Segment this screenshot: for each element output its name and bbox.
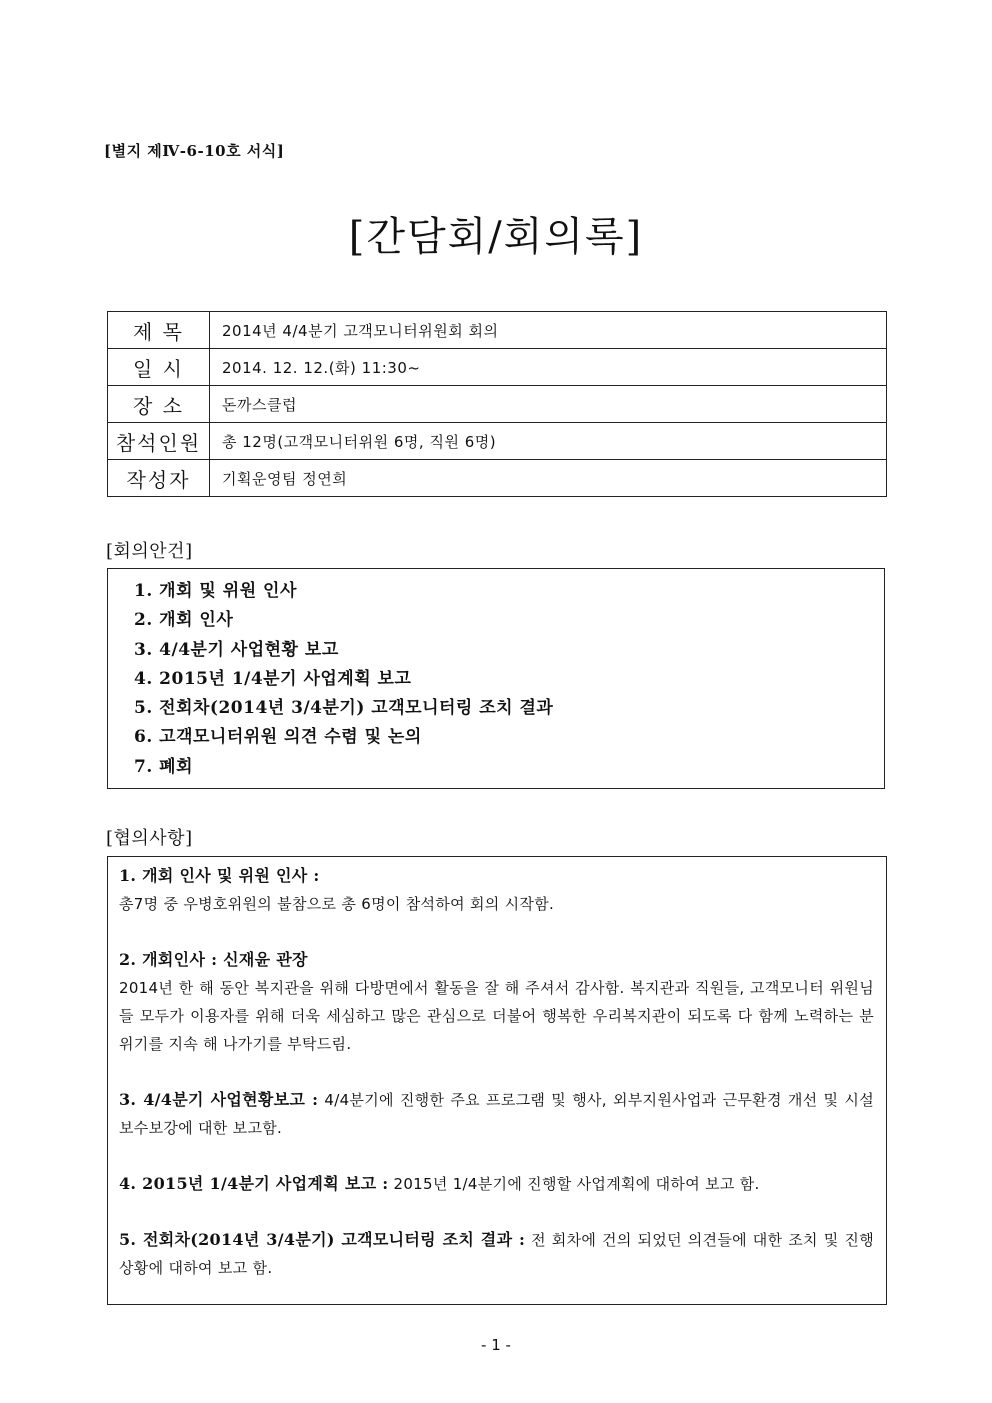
note-3-body: 4/4분기에 진행한 주요 프로그램 및 행사, 외부지원사업과 근무환경 개선 및 시설보수보강에 대한 보고함. — [119, 1091, 874, 1137]
author-label: 작성자 — [108, 460, 210, 497]
table-row — [108, 349, 887, 386]
note-2-body: 2014년 한 해 동안 복지관을 위해 다방면에서 활동을 잘 해 주셔서 감사함. 복지관과 직원들, 고객모니터 위원님들 모두가 이용자를 위해 더욱 세심하고 많은 관심으로 더불어 행복한 우리복지관이 되도록 다 함께 노력하는 분위기를 지속 해 나가기를 부탁드림. — [119, 979, 874, 1053]
datetime-label: 일 시 — [108, 349, 210, 386]
table-row — [108, 386, 887, 423]
agenda-box — [107, 568, 885, 789]
list-item: 1. 개회 및 위원 인사 — [134, 581, 297, 601]
datetime-value: 2014. 12. 12.(화) 11:30~ — [210, 349, 887, 386]
subject-value: 2014년 4/4분기 고객모니터위원회 회의 — [210, 312, 887, 349]
form-code: [별지 제Ⅳ-6-10호 서식] — [104, 142, 285, 160]
note-1-body: 총7명 중 우병호위원의 불참으로 총 6명이 참석하여 회의 시작함. — [119, 895, 555, 913]
list-item: 2. 개회 인사 — [134, 610, 234, 631]
list-item: 3. 4/4분기 사업현황 보고 — [134, 639, 339, 660]
location-value: 돈까스클럽 — [210, 386, 887, 423]
note-5-heading: 5. 전회차(2014년 3/4분기) 고객모니터링 조치 결과 : — [119, 1230, 526, 1249]
spacer — [119, 1142, 874, 1170]
agenda-list — [108, 569, 884, 782]
note-5 — [119, 1226, 874, 1282]
attendees-value: 총 12명(고객모니터위원 6명, 직원 6명) — [210, 423, 887, 460]
spacer — [119, 918, 874, 946]
spacer — [119, 1058, 874, 1086]
table-row — [108, 423, 887, 460]
note-4-heading: 4. 2015년 1/4분기 사업계획 보고 : — [119, 1174, 389, 1193]
table-row — [108, 312, 887, 349]
note-4 — [119, 1170, 874, 1198]
note-2-heading: 2. 개회인사 : 신재윤 관장 — [119, 950, 308, 969]
attendees-label: 참석인원 — [108, 423, 210, 460]
location-label: 장 소 — [108, 386, 210, 423]
note-3 — [119, 1086, 874, 1142]
note-5-body: 전 회차에 건의 되었던 의견들에 대한 조치 및 진행 상황에 대하여 보고 함. — [119, 1231, 874, 1277]
table-row — [108, 460, 887, 497]
notes-section-label: [협의사항] — [106, 828, 193, 849]
meeting-info-table — [107, 311, 887, 497]
note-3-heading: 3. 4/4분기 사업현황보고 : — [119, 1090, 319, 1109]
list-item: 4. 2015년 1/4분기 사업계획 보고 — [134, 668, 412, 689]
note-4-body: 2015년 1/4분기에 진행할 사업계획에 대하여 보고 함. — [388, 1175, 760, 1193]
page-number: - 1 - — [481, 1336, 511, 1354]
notes-box — [107, 856, 887, 1305]
document-title: [간담회/회의록] — [348, 214, 644, 260]
agenda-section-label: [회의안건] — [106, 541, 193, 562]
spacer — [119, 1198, 874, 1226]
author-value: 기획운영팀 정연희 — [210, 460, 887, 497]
list-item: 5. 전회차(2014년 3/4분기) 고객모니터링 조치 결과 — [134, 698, 554, 719]
note-1-heading: 1. 개회 인사 및 위원 인사 : — [119, 866, 320, 885]
list-item: 6. 고객모니터위원 의견 수렴 및 논의 — [134, 727, 422, 748]
subject-label: 제 목 — [108, 312, 210, 349]
list-item: 7. 폐회 — [134, 756, 194, 777]
